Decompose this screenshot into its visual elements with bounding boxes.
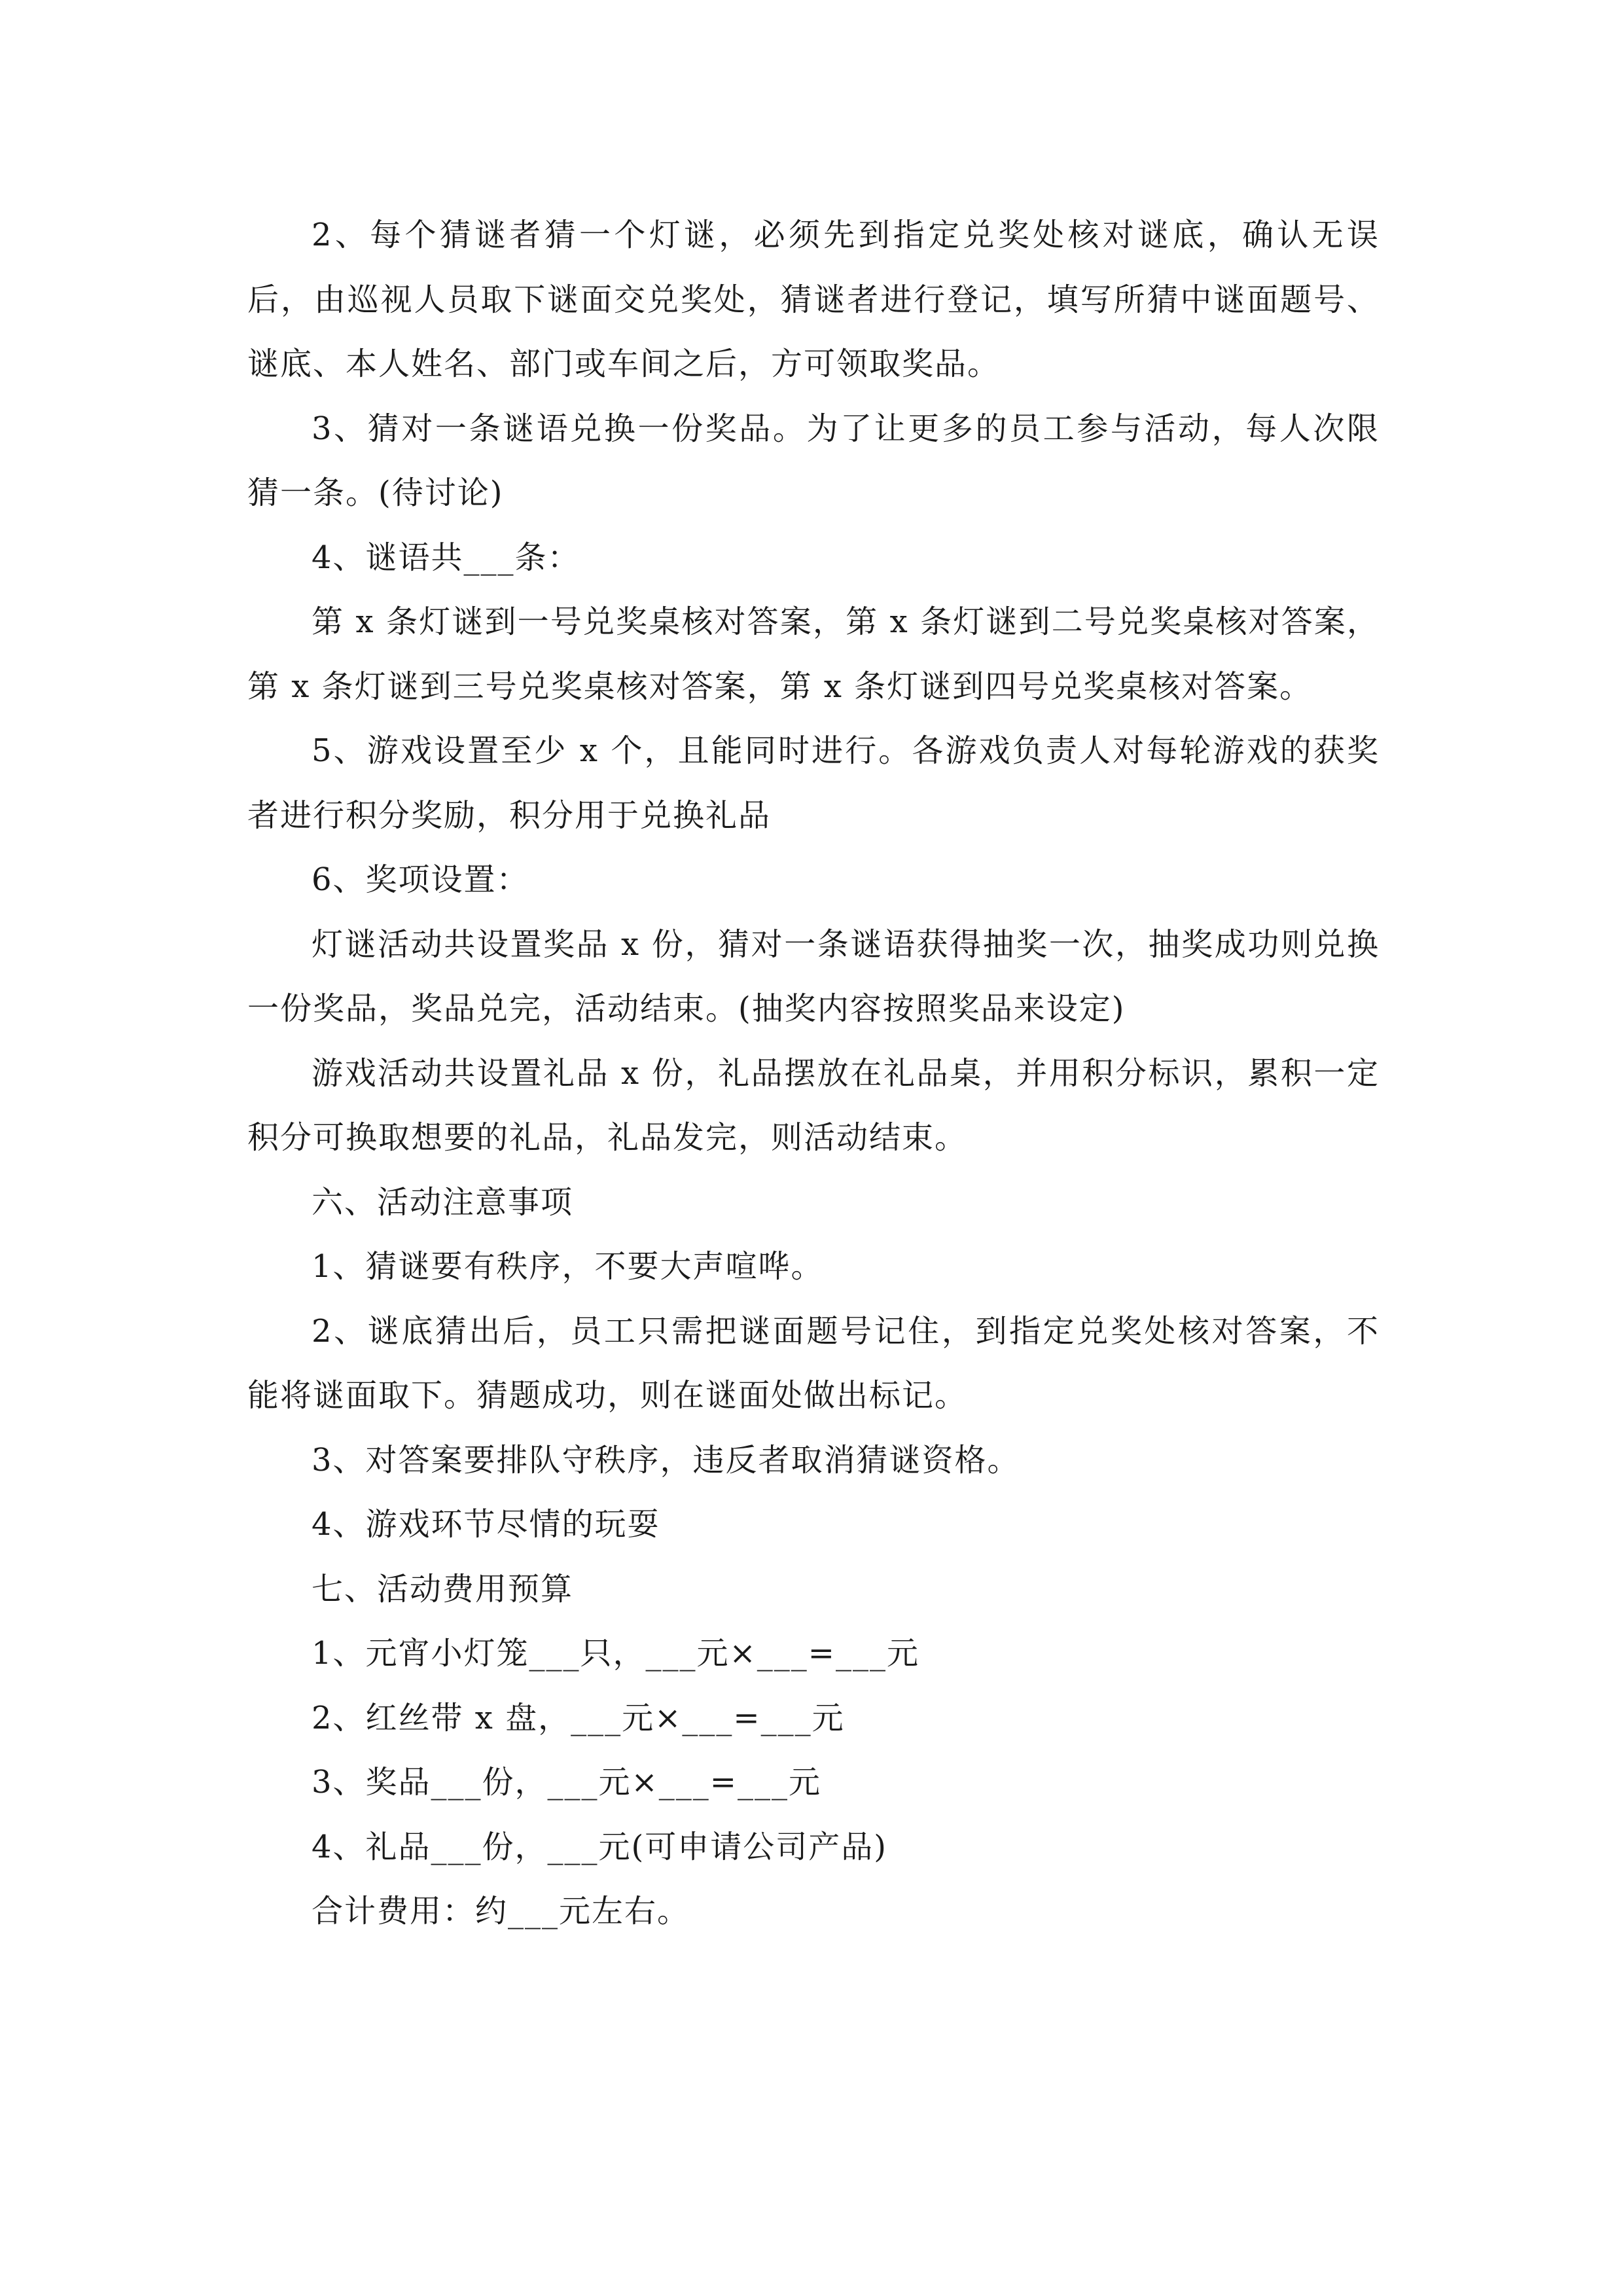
document-body bbox=[247, 203, 1380, 1944]
paragraph-3: 4、谜语共___条： bbox=[312, 539, 580, 576]
section-heading-7: 七、活动费用预算 bbox=[312, 1570, 574, 1607]
paragraph-12: 3、对答案要排队守秩序，违反者取消猜谜资格。 bbox=[312, 1441, 1020, 1479]
paragraph-4: 第 x 条灯谜到一号兑奖桌核对答案，第 x 条灯谜到二号兑奖桌核对答案，第 x 条灯谜到三号兑奖桌核对答案，第 x 条灯谜到四号兑奖桌核对答案。 bbox=[247, 603, 1380, 705]
paragraph-5: 5、游戏设置至少 x 个，且能同时进行。各游戏负责人对每轮游戏的获奖者进行积分奖励，积分用于兑换礼品 bbox=[247, 732, 1380, 834]
budget-item-1: 1、元宵小灯笼___只，___元×___=___元 bbox=[312, 1635, 919, 1672]
budget-item-3: 3、奖品___份，___元×___=___元 bbox=[312, 1764, 821, 1801]
budget-item-4: 4、礼品___份，___元(可申请公司产品) bbox=[312, 1828, 887, 1865]
paragraph-6: 6、奖项设置： bbox=[312, 861, 529, 898]
paragraph-7: 灯谜活动共设置奖品 x 份，猜对一条谜语获得抽奖一次，抽奖成功则兑换一份奖品，奖品兑完，活动结束。(抽奖内容按照奖品来设定) bbox=[247, 925, 1380, 1027]
paragraph-8: 游戏活动共设置礼品 x 份，礼品摆放在礼品桌，并用积分标识，累积一定积分可换取想要的礼品，礼品发完，则活动结束。 bbox=[247, 1054, 1380, 1156]
paragraph-1: 2、每个猜谜者猜一个灯谜，必须先到指定兑奖处核对谜底，确认无误后，由巡视人员取下谜面交兑奖处，猜谜者进行登记，填写所猜中谜面题号、谜底、本人姓名、部门或车间之后，方可领取奖品。 bbox=[247, 217, 1380, 382]
budget-item-2: 2、红丝带 x 盘，___元×___=___元 bbox=[312, 1699, 845, 1736]
budget-total: 合计费用：约___元左右。 bbox=[312, 1893, 690, 1929]
paragraph-11: 2、谜底猜出后，员工只需把谜面题号记住，到指定兑奖处核对答案，不能将谜面取下。猜题成功，则在谜面处做出标记。 bbox=[247, 1312, 1380, 1414]
section-heading-6: 六、活动注意事项 bbox=[312, 1183, 574, 1221]
paragraph-2: 3、猜对一条谜语兑换一份奖品。为了让更多的员工参与活动，每人次限猜一条。(待讨论) bbox=[247, 410, 1380, 511]
paragraph-13: 4、游戏环节尽情的玩耍 bbox=[312, 1506, 660, 1543]
paragraph-10: 1、猜谜要有秩序，不要大声喧哗。 bbox=[312, 1248, 824, 1285]
